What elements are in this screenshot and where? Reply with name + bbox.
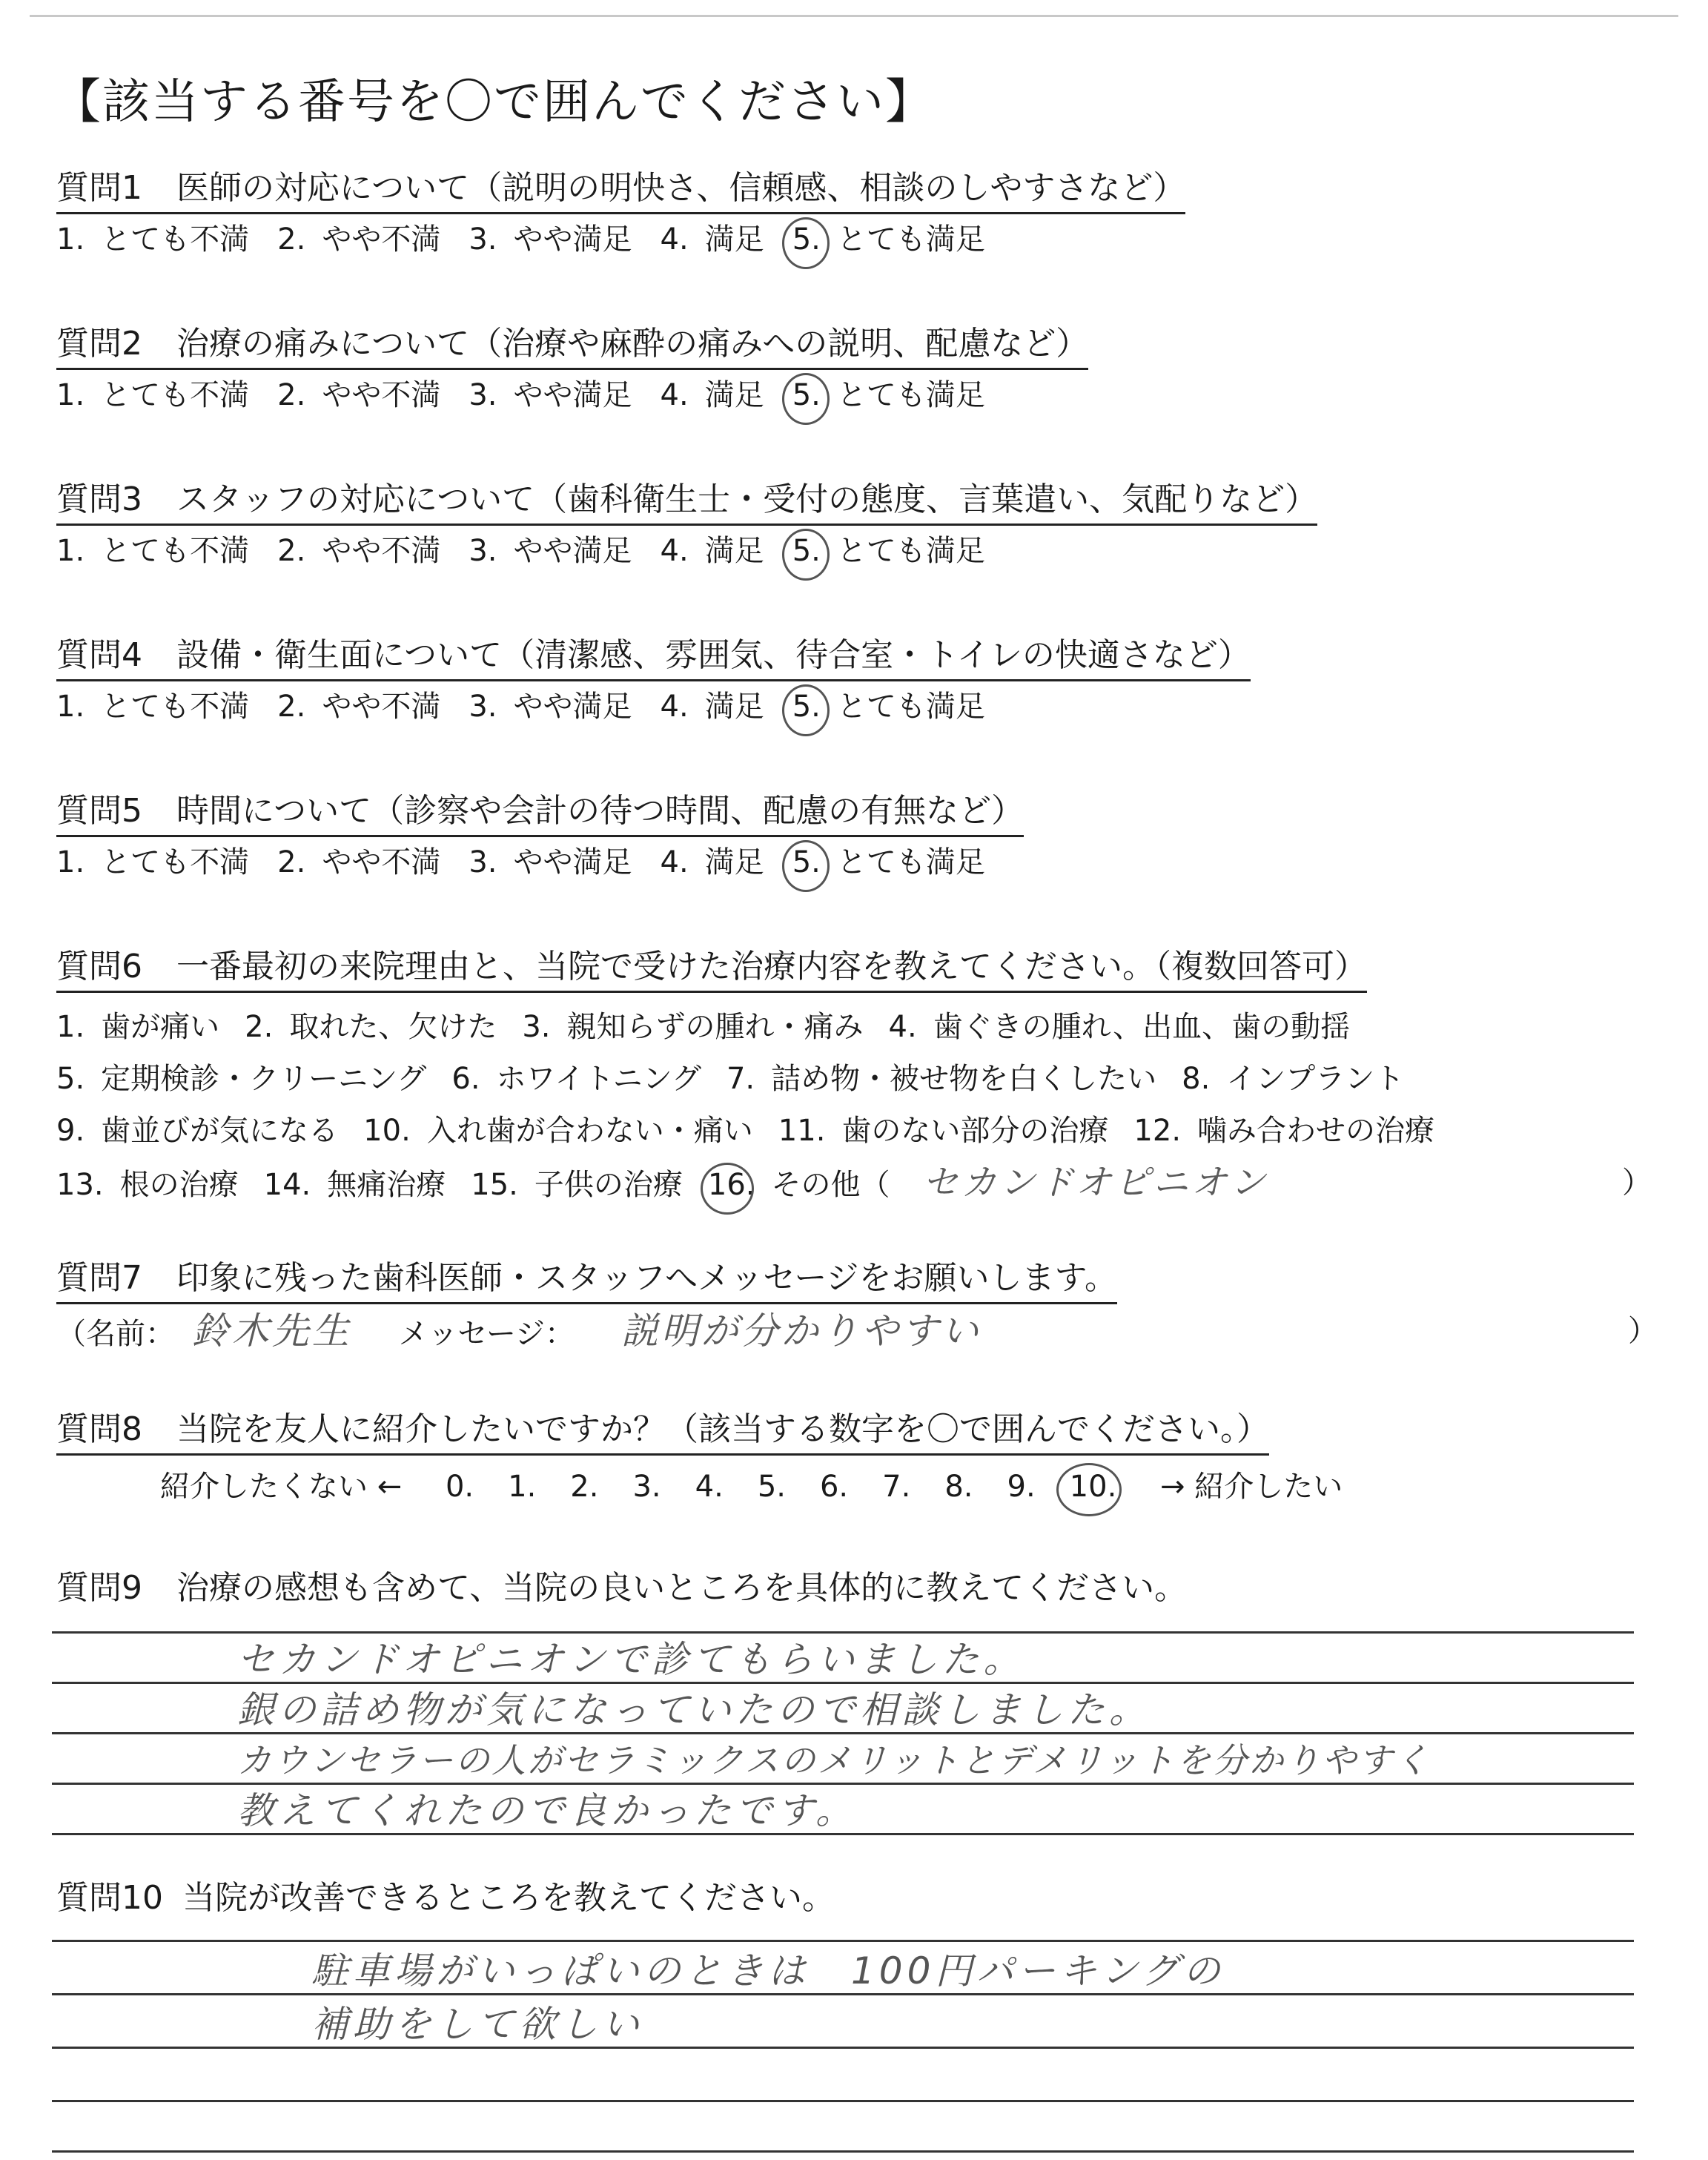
- option-number: 4.: [660, 534, 689, 568]
- option-number: 2.: [277, 845, 306, 879]
- rating-option-4[interactable]: [661, 376, 764, 415]
- answer-line: [52, 1940, 1634, 1942]
- option-number: 11.: [778, 1114, 826, 1148]
- question-heading: [56, 635, 1251, 681]
- rating-option-5[interactable]: [792, 376, 985, 415]
- option-number: 1.: [56, 845, 85, 879]
- option-label: 定期検診・クリーニング: [101, 1062, 427, 1096]
- option-number: 5.: [792, 220, 821, 259]
- option-label: やや満足: [513, 690, 632, 724]
- option-label: やや満足: [513, 378, 632, 412]
- option-number: 12.: [1133, 1114, 1182, 1148]
- rating-option-4[interactable]: [661, 843, 764, 882]
- answer-line: [52, 2047, 1634, 2049]
- answer-line: [52, 1783, 1634, 1785]
- question-text: 印象に残った歯科医師・スタッフへメッセージをお願いします。: [176, 1259, 1117, 1297]
- q6-option-7[interactable]: [726, 1060, 1156, 1098]
- option-number: 5.: [792, 532, 821, 570]
- option-label: とても不満: [101, 378, 250, 412]
- option-label: 入れ歯が合わない・痛い: [426, 1114, 753, 1148]
- option-number: 3.: [522, 1010, 551, 1044]
- option-number: 3.: [469, 690, 497, 724]
- option-number: 3.: [469, 378, 497, 412]
- question-heading: [56, 479, 1317, 526]
- close-paren: ）: [1628, 1314, 1658, 1348]
- option-label: 満足: [704, 378, 764, 412]
- option-label: 根の治療: [119, 1168, 239, 1202]
- scale-value-7[interactable]: 7.: [882, 1470, 911, 1504]
- question-9: [56, 1568, 1187, 1612]
- option-label: やや不満: [322, 690, 441, 724]
- option-number: 3.: [469, 222, 497, 257]
- question-number: 質問1: [56, 169, 142, 207]
- page-title: 【該当する番号を〇で囲んでください】: [53, 75, 934, 130]
- answer-line: [52, 1631, 1634, 1634]
- option-label: 歯並びが気になる: [101, 1114, 339, 1148]
- rating-option-3[interactable]: [469, 532, 632, 570]
- rating-option-1[interactable]: [56, 220, 249, 259]
- rating-option-5[interactable]: [792, 687, 985, 726]
- question-text: 当院が改善できるところを教えてください。: [182, 1879, 835, 1917]
- question-number: 質問5: [56, 792, 142, 830]
- other-reason-value: セカンドオピニオン: [922, 1162, 1269, 1203]
- q6-option-6[interactable]: [451, 1060, 701, 1098]
- q6-option-3[interactable]: [522, 1008, 863, 1046]
- q6-option-16[interactable]: [708, 1166, 890, 1204]
- question-10: [56, 1877, 835, 1922]
- q6-option-2[interactable]: [245, 1008, 497, 1046]
- option-label: とても満足: [836, 378, 985, 412]
- rating-option-1[interactable]: [56, 532, 249, 570]
- option-number: 2.: [277, 378, 306, 412]
- question-number: 質問10: [56, 1879, 163, 1917]
- question-number: 質問6: [56, 948, 142, 985]
- q9-answer-line: カウンセラーの人がセラミックスのメリットとデメリットを分かりやすく: [237, 1740, 1431, 1780]
- option-number: 2.: [277, 222, 306, 257]
- question-number: 質問9: [56, 1569, 142, 1607]
- scale-left-label: 紹介したくない ←: [160, 1470, 403, 1504]
- question-text: 治療の感想も含めて、当院の良いところを具体的に教えてください。: [176, 1569, 1188, 1607]
- option-label: とても満足: [836, 534, 985, 568]
- option-number: 4.: [660, 845, 689, 879]
- option-number: 4.: [660, 378, 689, 412]
- recommend-scale: [56, 1467, 1343, 1506]
- q6-option-1[interactable]: [56, 1008, 219, 1046]
- rating-option-3[interactable]: [469, 687, 632, 726]
- close-paren: ）: [1622, 1166, 1652, 1200]
- question-heading: [56, 946, 1367, 993]
- question-number: 質問3: [56, 480, 142, 518]
- option-label: とても満足: [836, 222, 985, 257]
- top-border: [30, 15, 1678, 17]
- answer-line: [52, 1732, 1634, 1734]
- rating-option-1[interactable]: [56, 843, 249, 882]
- option-number: 2.: [245, 1010, 274, 1044]
- scale-value-8[interactable]: 8.: [944, 1470, 973, 1504]
- rating-option-1[interactable]: [56, 687, 249, 726]
- question-5: [56, 790, 1024, 882]
- message-value: 説明が分かりやすい: [620, 1309, 982, 1353]
- q6-option-8[interactable]: [1182, 1060, 1404, 1098]
- option-label: とても不満: [101, 534, 250, 568]
- rating-option-5[interactable]: [792, 843, 985, 882]
- option-number: 1.: [56, 690, 85, 724]
- option-number: 3.: [469, 845, 497, 879]
- question-text: 治療の痛みについて（治療や麻酔の痛みへの説明、配慮など）: [176, 325, 1089, 363]
- option-number: 16.: [708, 1166, 755, 1204]
- scale-value-6[interactable]: 6.: [819, 1470, 849, 1504]
- scale-value-5[interactable]: 5.: [757, 1470, 786, 1504]
- scale-value-0[interactable]: 0.: [445, 1470, 474, 1504]
- option-label: 満足: [704, 534, 764, 568]
- option-label: やや満足: [513, 534, 632, 568]
- q6-option-9[interactable]: [56, 1112, 338, 1150]
- question-text: 医師の対応について（説明の明快さ、信頼感、相談のしやすさなど）: [176, 169, 1186, 207]
- option-number: 13.: [56, 1168, 104, 1202]
- question-heading: [56, 1877, 835, 1922]
- option-number: 2.: [277, 690, 306, 724]
- option-label: 無痛治療: [327, 1168, 446, 1202]
- option-number: 4.: [888, 1010, 917, 1044]
- question-3: [56, 479, 1317, 570]
- rating-options: [56, 687, 1251, 726]
- rating-options: [56, 532, 1317, 570]
- option-number: 4.: [660, 222, 689, 257]
- scale-value-9[interactable]: 9.: [1007, 1470, 1036, 1504]
- option-number: 5.: [792, 376, 821, 415]
- rating-option-4[interactable]: [661, 687, 764, 726]
- option-number: 1.: [56, 534, 85, 568]
- rating-option-2[interactable]: [277, 532, 440, 570]
- option-label: 親知らずの腫れ・痛み: [566, 1010, 864, 1044]
- question-2: [56, 323, 1088, 415]
- option-label: 詰め物・被せ物を白くしたい: [771, 1062, 1157, 1096]
- question-text: 設備・衛生面について（清潔感、雰囲気、待合室・トイレの快適さなど）: [176, 636, 1251, 674]
- option-number: 5.: [792, 687, 821, 726]
- question-number: 質問2: [56, 325, 142, 363]
- question-text: スタッフの対応について（歯科衛生士・受付の態度、言葉遣い、気配りなど）: [176, 480, 1318, 518]
- message-row: [56, 1309, 1658, 1353]
- option-number: 1.: [56, 1010, 85, 1044]
- option-number: 7.: [726, 1062, 755, 1096]
- scale-value-4[interactable]: 4.: [695, 1470, 724, 1504]
- question-heading: [56, 1258, 1117, 1304]
- question-number: 質問4: [56, 636, 142, 674]
- option-number: 5.: [56, 1062, 85, 1096]
- option-label: ホワイトニング: [496, 1062, 701, 1096]
- question-heading: [56, 790, 1024, 837]
- option-label: 満足: [704, 690, 764, 724]
- rating-option-4[interactable]: [661, 532, 764, 570]
- question-8: [56, 1409, 1343, 1506]
- question-heading: [56, 323, 1088, 370]
- rating-options: [56, 843, 1024, 882]
- option-label: やや満足: [513, 845, 632, 879]
- question-text: 当院を友人に紹介したいですか？（該当する数字を〇で囲んでください。）: [176, 1410, 1269, 1448]
- q6-option-14[interactable]: [264, 1166, 446, 1204]
- name-label: （名前：: [56, 1317, 175, 1351]
- option-label: その他（: [771, 1168, 890, 1202]
- option-label: 歯のない部分の治療: [841, 1114, 1109, 1148]
- scale-values: [446, 1470, 1151, 1504]
- option-label: やや不満: [322, 534, 441, 568]
- option-label: 子供の治療: [534, 1168, 683, 1202]
- option-label: インプラント: [1226, 1062, 1405, 1096]
- rating-option-2[interactable]: [277, 687, 440, 726]
- message-label: メッセージ：: [398, 1317, 575, 1351]
- option-number: 3.: [469, 534, 497, 568]
- option-label: 歯が痛い: [101, 1010, 220, 1044]
- scale-value-1[interactable]: 1.: [508, 1470, 537, 1504]
- rating-option-3[interactable]: [469, 220, 632, 259]
- q6-option-row: [56, 1060, 1460, 1098]
- rating-option-5[interactable]: [792, 532, 985, 570]
- q6-option-12[interactable]: [1133, 1112, 1434, 1150]
- answer-line: [52, 1993, 1634, 1995]
- q6-option-5[interactable]: [56, 1060, 426, 1098]
- option-label: 噛み合わせの治療: [1197, 1114, 1435, 1148]
- answer-line: [52, 1833, 1634, 1835]
- question-4: [56, 635, 1251, 726]
- option-number: 10.: [363, 1114, 411, 1148]
- rating-option-3[interactable]: [469, 843, 632, 882]
- rating-options: [56, 220, 1185, 259]
- question-heading: [56, 168, 1185, 214]
- q6-option-13[interactable]: [56, 1166, 239, 1204]
- rating-option-2[interactable]: [277, 376, 440, 415]
- question-heading: [56, 1568, 1187, 1612]
- name-value: 鈴木先生: [191, 1309, 352, 1353]
- option-number: 15.: [471, 1168, 518, 1202]
- option-label: とても不満: [101, 690, 250, 724]
- q6-option-row: [56, 1162, 1652, 1204]
- answer-line: [52, 1682, 1634, 1684]
- option-label: 満足: [704, 222, 764, 257]
- option-number: 1.: [56, 378, 85, 412]
- q10-answer-line: 補助をして欲しい: [311, 2003, 643, 2046]
- rating-option-1[interactable]: [56, 376, 249, 415]
- question-number: 質問8: [56, 1410, 142, 1448]
- q6-option-row: [56, 1112, 1460, 1150]
- q9-answer-line: 教えてくれたので良かったです。: [237, 1789, 857, 1832]
- option-label: やや不満: [322, 222, 441, 257]
- option-number: 14.: [263, 1168, 311, 1202]
- question-1: [56, 168, 1185, 259]
- rating-option-5[interactable]: [792, 220, 985, 259]
- option-label: やや不満: [322, 378, 441, 412]
- scale-value-10[interactable]: 10.: [1070, 1467, 1117, 1506]
- option-number: 8.: [1182, 1062, 1211, 1096]
- option-label: やや満足: [513, 222, 632, 257]
- question-text: 時間について（診察や会計の待つ時間、配慮の有無など）: [176, 792, 1025, 830]
- q9-answer-line: セカンドオピニオンで診てもらいました。: [237, 1638, 1025, 1681]
- question-heading: [56, 1409, 1269, 1456]
- scale-right-label: → 紹介したい: [1160, 1470, 1343, 1504]
- option-label: とても不満: [101, 845, 250, 879]
- answer-line: [52, 2150, 1634, 2153]
- rating-options: [56, 376, 1088, 415]
- option-number: 9.: [56, 1114, 85, 1148]
- question-number: 質問7: [56, 1259, 142, 1297]
- option-number: 5.: [792, 843, 821, 882]
- option-label: とても不満: [101, 222, 250, 257]
- option-label: やや不満: [322, 845, 441, 879]
- option-number: 2.: [277, 534, 306, 568]
- rating-option-4[interactable]: [661, 220, 764, 259]
- option-label: とても満足: [836, 690, 985, 724]
- option-number: 6.: [451, 1062, 480, 1096]
- answer-line: [52, 2100, 1634, 2102]
- rating-option-2[interactable]: [277, 220, 440, 259]
- rating-option-2[interactable]: [277, 843, 440, 882]
- q9-answer-line: 銀の詰め物が気になっていたので相談しました。: [237, 1688, 1151, 1731]
- q6-option-4[interactable]: [889, 1008, 1351, 1046]
- option-label: 満足: [704, 845, 764, 879]
- question-7: [56, 1258, 1658, 1353]
- option-number: 1.: [56, 222, 85, 257]
- q10-answer-line: 駐車場がいっぱいのときは 100円パーキングの: [311, 1949, 1225, 1992]
- question-6: [56, 946, 1652, 1204]
- rating-option-3[interactable]: [469, 376, 632, 415]
- q6-option-10[interactable]: [363, 1112, 753, 1150]
- q6-option-11[interactable]: [778, 1112, 1109, 1150]
- scale-value-2[interactable]: 2.: [570, 1470, 599, 1504]
- q6-option-row: [56, 1008, 1460, 1046]
- q6-options: [56, 1008, 1652, 1204]
- option-label: とても満足: [836, 845, 985, 879]
- scale-value-3[interactable]: 3.: [632, 1470, 661, 1504]
- option-label: 歯ぐきの腫れ、出血、歯の動揺: [933, 1010, 1351, 1044]
- q6-option-15[interactable]: [471, 1166, 683, 1204]
- option-number: 4.: [660, 690, 689, 724]
- question-text: 一番最初の来院理由と、当院で受けた治療内容を教えてください。（複数回答可）: [176, 948, 1367, 985]
- option-label: 取れた、欠けた: [289, 1010, 497, 1044]
